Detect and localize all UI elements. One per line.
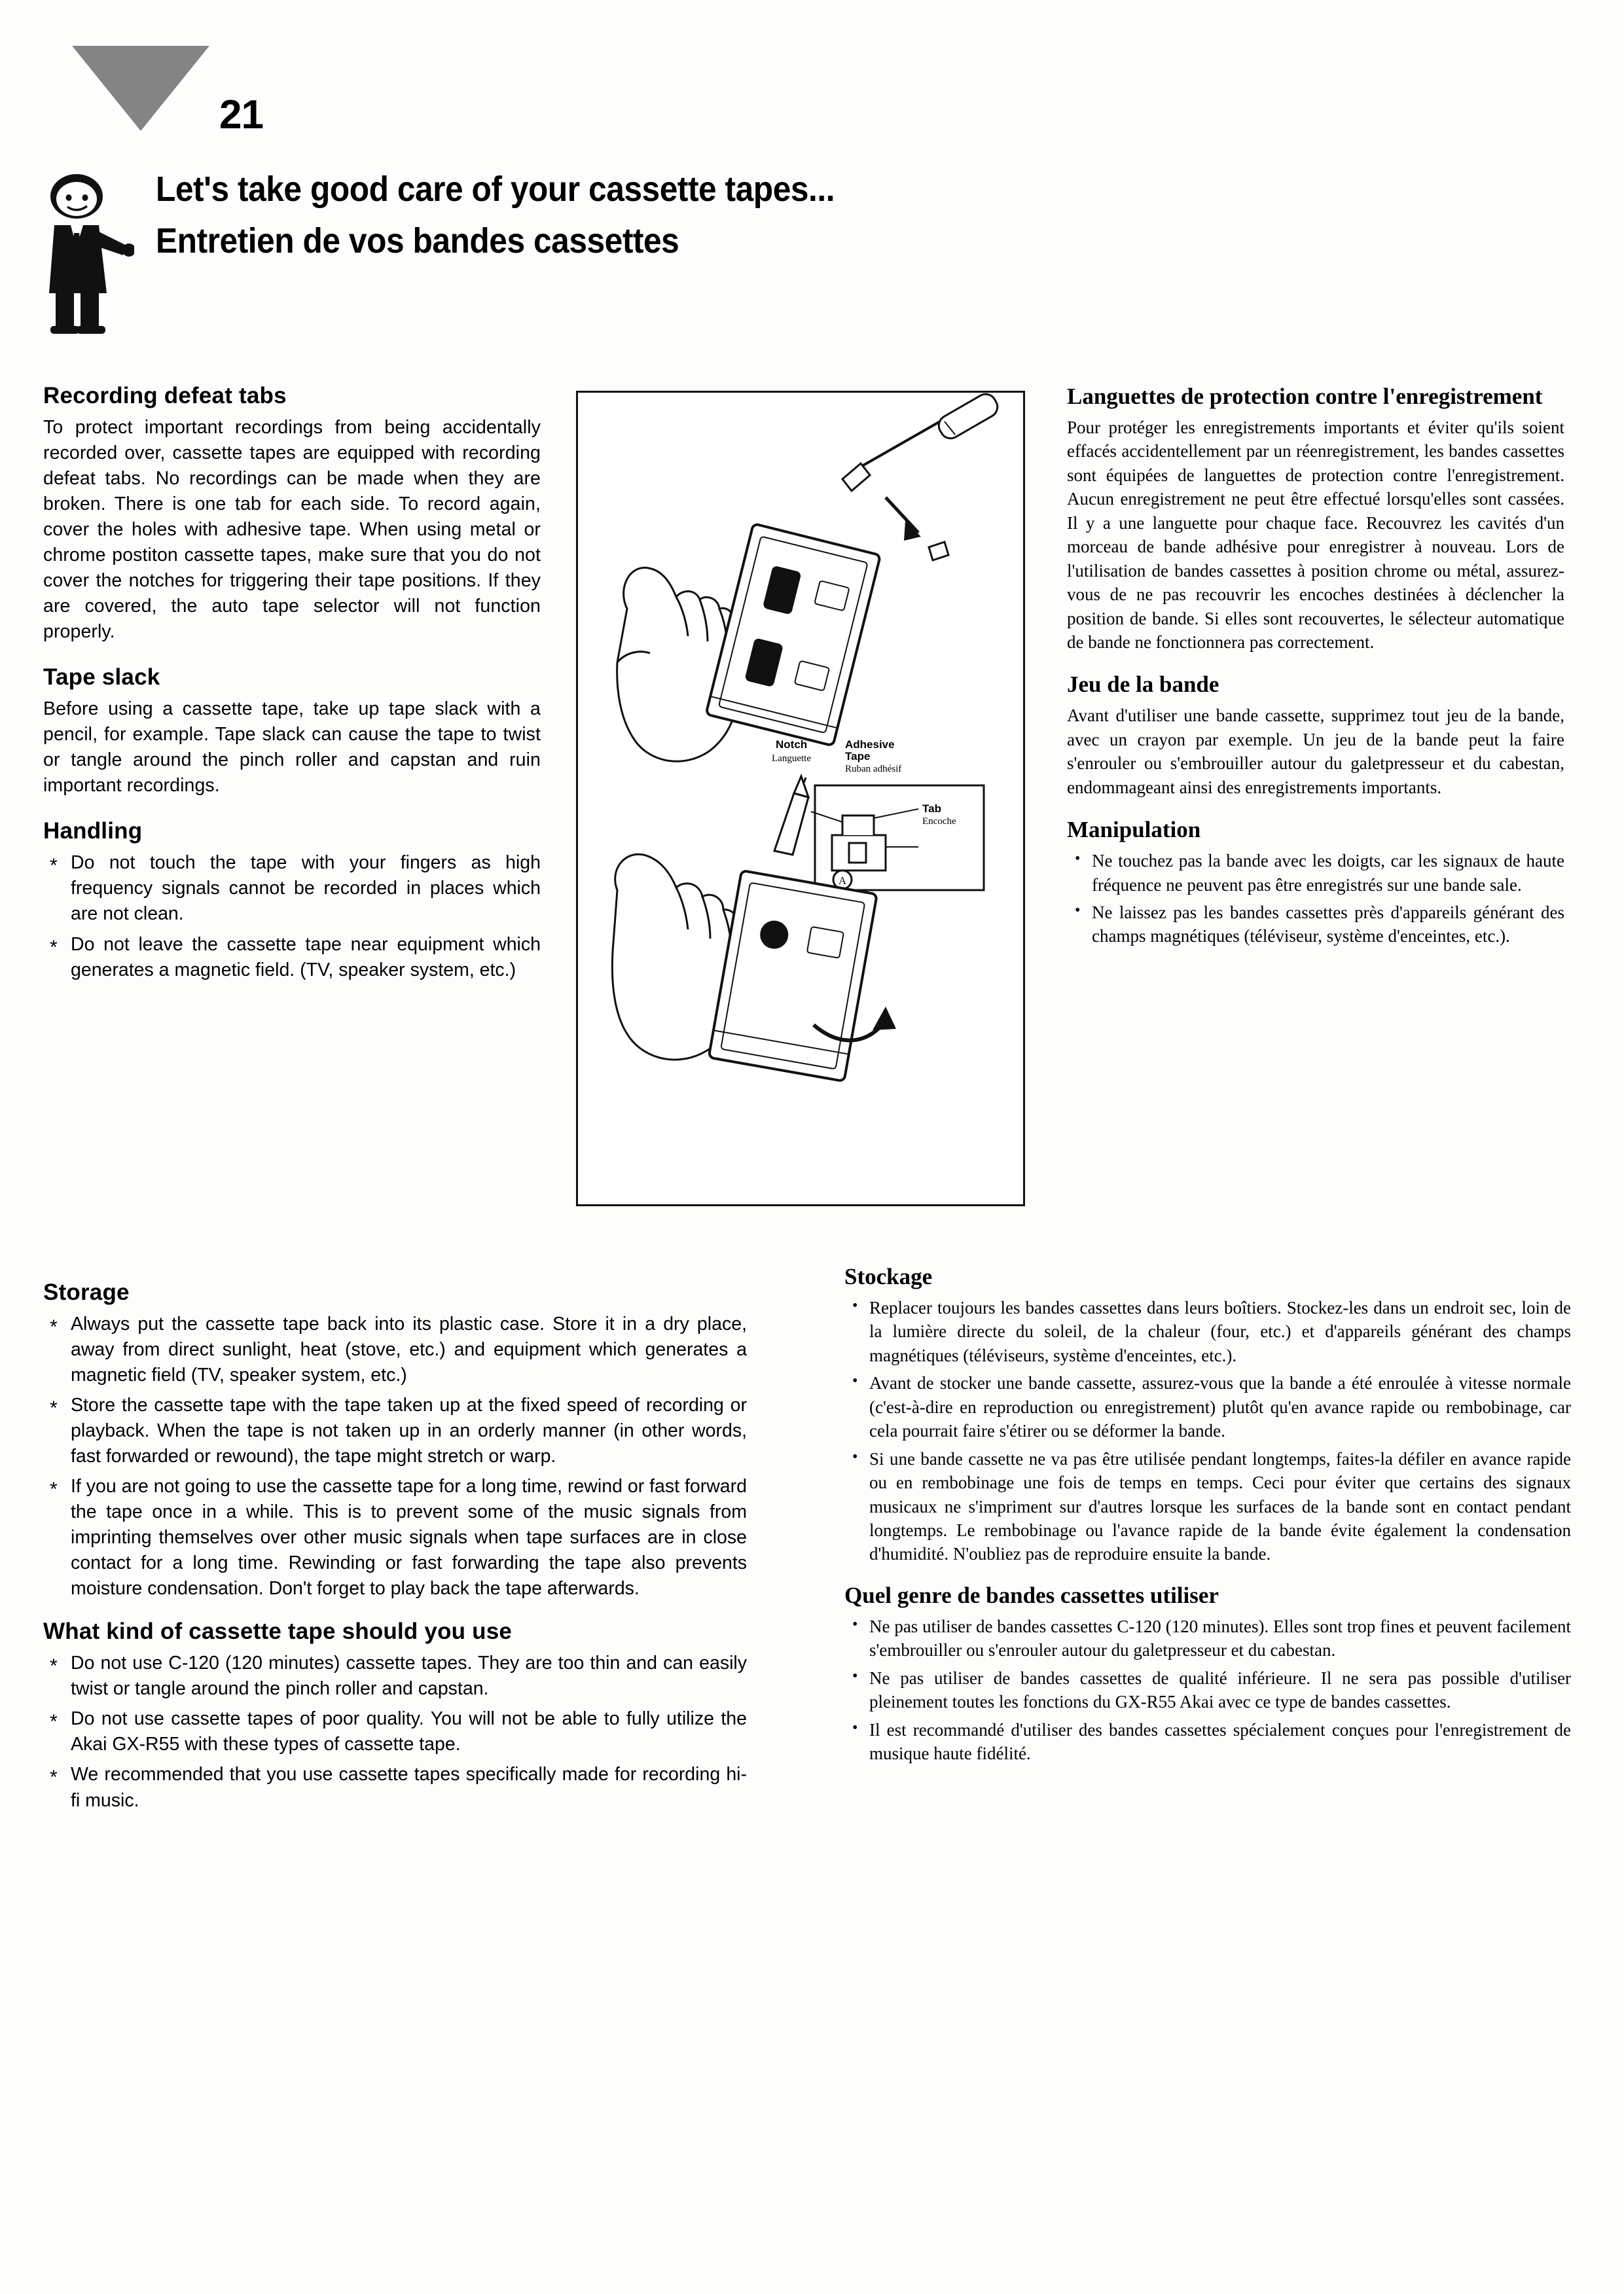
french-bottom-column [844,1263,1571,1781]
list-item: • Ne pas utiliser de bandes cassettes de qualité inférieure. Il ne sera pas possible d'utiliser pleinement toutes les fonctions du GX-R55 Akai avec ce type de bandes cassettes. [844,1666,1571,1714]
illustration-panel [576,391,1025,1206]
figure-label-tab-fr: Encoche [922,816,956,827]
list-item: • Replacer toujours les bandes cassettes dans leurs boîtiers. Stockez-les dans un endroit sec, loin de la lumière directe du soleil, de la chaleur (four, etc.) et d'appareils générant des champs magnétiques (téléviseurs, système d'enceintes, etc.). [844,1296,1571,1367]
triangle-marker-icon [72,46,209,131]
body-jeu-de-la-bande: Avant d'utiliser une bande cassette, supprimez tout jeu de la bande, avec un crayon par exemple. Un jeu de la bande peut la faire s'enrouler ou s'embrouiller autour du galetpresseur et du cabestan, endommageant ainsi des enregistrements importants. [1067,706,1564,797]
heading-languettes-de-protection: Languettes de protection contre l'enregistrement [1067,384,1543,409]
heading-quel-genre-de-bandes: Quel genre de bandes cassettes utiliser [844,1582,1219,1608]
list-quel-genre [844,1615,1571,1766]
list-item: • Ne pas utiliser de bandes cassettes C-120 (120 minutes). Elles sont trop fines et peuvent facilement s'embrouiller ou s'enrouler autour du galetpresseur et du cabestan. [844,1615,1571,1662]
english-bottom-column [43,1280,747,1831]
figure-label-adhesive-fr: Ruban adhésif [845,764,902,774]
heading-jeu-de-la-bande: Jeu de la bande [1067,672,1219,698]
list-item: * Do not use cassette tapes of poor quality. You will not be able to fully utilize the Akai GX-R55 with these types of cassette tape. [43,1706,747,1757]
list-item: * If you are not going to use the cassette tape for a long time, rewind or fast forward the tape once in a while. This is to prevent some of the music signals from imprinting themselves over other music signals when tape surfaces are in close contact for a long time. Rewinding or fast forwarding the tape also prevents moisture condensation. Don't forget to play back the tape afterwards. [43,1474,747,1602]
list-item: • Si une bande cassette ne va pas être utilisée pendant longtemps, faites-la défiler en avance rapide ou en rembobinage une fois de temps en temps. Ceci pour éviter que certains des signaux musicaux ne s'impriment sur d'autres lorsque les surfaces de la bande sont en contact pendant longtemps. Le rembobinage ou l'avance rapide de la bande évite également la condensation d'humidité. N'oubliez pas de reproduire ensuite la bande. [844,1447,1571,1566]
figure-label-notch-fr: Languette [772,753,811,764]
heading-handling: Handling [43,818,143,844]
list-item: • Ne laissez pas les bandes cassettes près d'appareils générant des champs magnétiques (téléviseur, système d'enceintes, etc.). [1067,901,1564,948]
heading-recording-defeat-tabs: Recording defeat tabs [43,383,287,408]
list-stockage [844,1296,1571,1566]
figure-label-adhesive-tape: Tape [845,750,871,762]
heading-stockage: Stockage [844,1264,933,1289]
list-manipulation [1067,849,1564,948]
list-item: • Il est recommandé d'utiliser des bandes cassettes spécialement conçues pour l'enregistrement de musique haute fidélité. [844,1718,1571,1766]
figure-label-tab: Tab [922,802,941,815]
list-item: * Do not use C-120 (120 minutes) cassette tapes. They are too thin and can easily twist or tangle around the pinch roller and capstan. [43,1651,747,1702]
list-handling [43,850,541,982]
list-item: * Do not leave the cassette tape near equipment which generates a magnetic field. (TV, speaker system, etc.) [43,932,541,983]
body-languettes-de-protection: Pour protéger les enregistrements importants et éviter qu'ils soient effacés accidentellement par un réenregistrement, les bandes cassettes sont équipées de languettes de protection contre l'enregistrement. Aucun enregistrement ne peut être effectué lorsqu'elles sont cassées. Il y a une languette pour chaque face. Recouvrez les cavités d'un morceau de bande adhésive pour enregistrer à nouveau. Lors de l'utilisation de bandes cassettes à position chrome ou métal, assurez-vous de ne pas recouvrir les encoches destinées à déclencher la position de bande. Si elles sont recouvertes, le sélecteur automatique de bande ne fonctionnera pas correctement. [1067,418,1564,652]
french-top-column [1067,383,1564,964]
list-item: * Do not touch the tape with your fingers as high frequency signals cannot be recorded in places which are not clean. [43,850,541,927]
heading-what-kind-of-cassette-tape: What kind of cassette tape should you use [43,1619,513,1645]
page-number: 21 [219,92,263,137]
page-title-english: Let's take good care of your cassette tapes... [156,170,835,209]
list-what-kind [43,1651,747,1813]
english-top-column [43,383,541,1000]
page-title-french: Entretien de vos bandes cassettes [156,221,679,261]
heading-storage: Storage [43,1280,130,1305]
figure-label-notch: Notch [776,738,808,751]
svg-text:A: A [838,874,847,887]
heading-manipulation: Manipulation [1067,817,1201,843]
cassette-illustration [578,393,1023,1204]
list-item: * We recommended that you use cassette tapes specifically made for recording hi-fi music. [43,1762,747,1813]
list-item: • Avant de stocker une bande cassette, assurez-vous que la bande a été enroulée à vitesse normale (c'est-à-dire en reproduction ou enregistrement) plutôt qu'en avance rapide ou rembobinage, car cela pourrait faire s'étirer ou se déformer la bande. [844,1371,1571,1443]
page-title-block [156,167,1334,264]
list-item: * Store the cassette tape with the tape taken up at the fixed speed of recording or playback. When the tape is not taken up in an orderly manner (in other words, fast forwarded or rewound), the tape might stretch or warp. [43,1393,747,1469]
heading-tape-slack: Tape slack [43,664,160,690]
list-item: • Ne touchez pas la bande avec les doigts, car les signaux de haute fréquence ne peuvent pas être enregistrés sur une bande sale. [1067,849,1564,897]
page-number-block [65,39,301,144]
list-storage [43,1312,747,1602]
mascot-illustration [36,169,134,336]
figure-label-adhesive: Adhesive [845,738,895,751]
body-recording-defeat-tabs: To protect important recordings from being accidentally recorded over, cassette tapes are equipped with recording defeat tabs. No recordings can be made when they are broken. There is one tab for each side. To record again, cover the holes with adhesive tape. When using metal or chrome postiton cassette tapes, make sure that you do not cover the notches for triggering their tape positions. If they are covered, the auto tape selector will not function properly. [43,417,541,643]
list-item: * Always put the cassette tape back into its plastic case. Store it in a dry place, away from direct sunlight, heat (stove, etc.) and equipment which generates a magnetic field (TV, speaker system, etc.) [43,1312,747,1388]
body-tape-slack: Before using a cassette tape, take up tape slack with a pencil, for example. Tape slack can cause the tape to twist or tangle around the pinch roller and capstan and ruin important recordings. [43,698,541,797]
